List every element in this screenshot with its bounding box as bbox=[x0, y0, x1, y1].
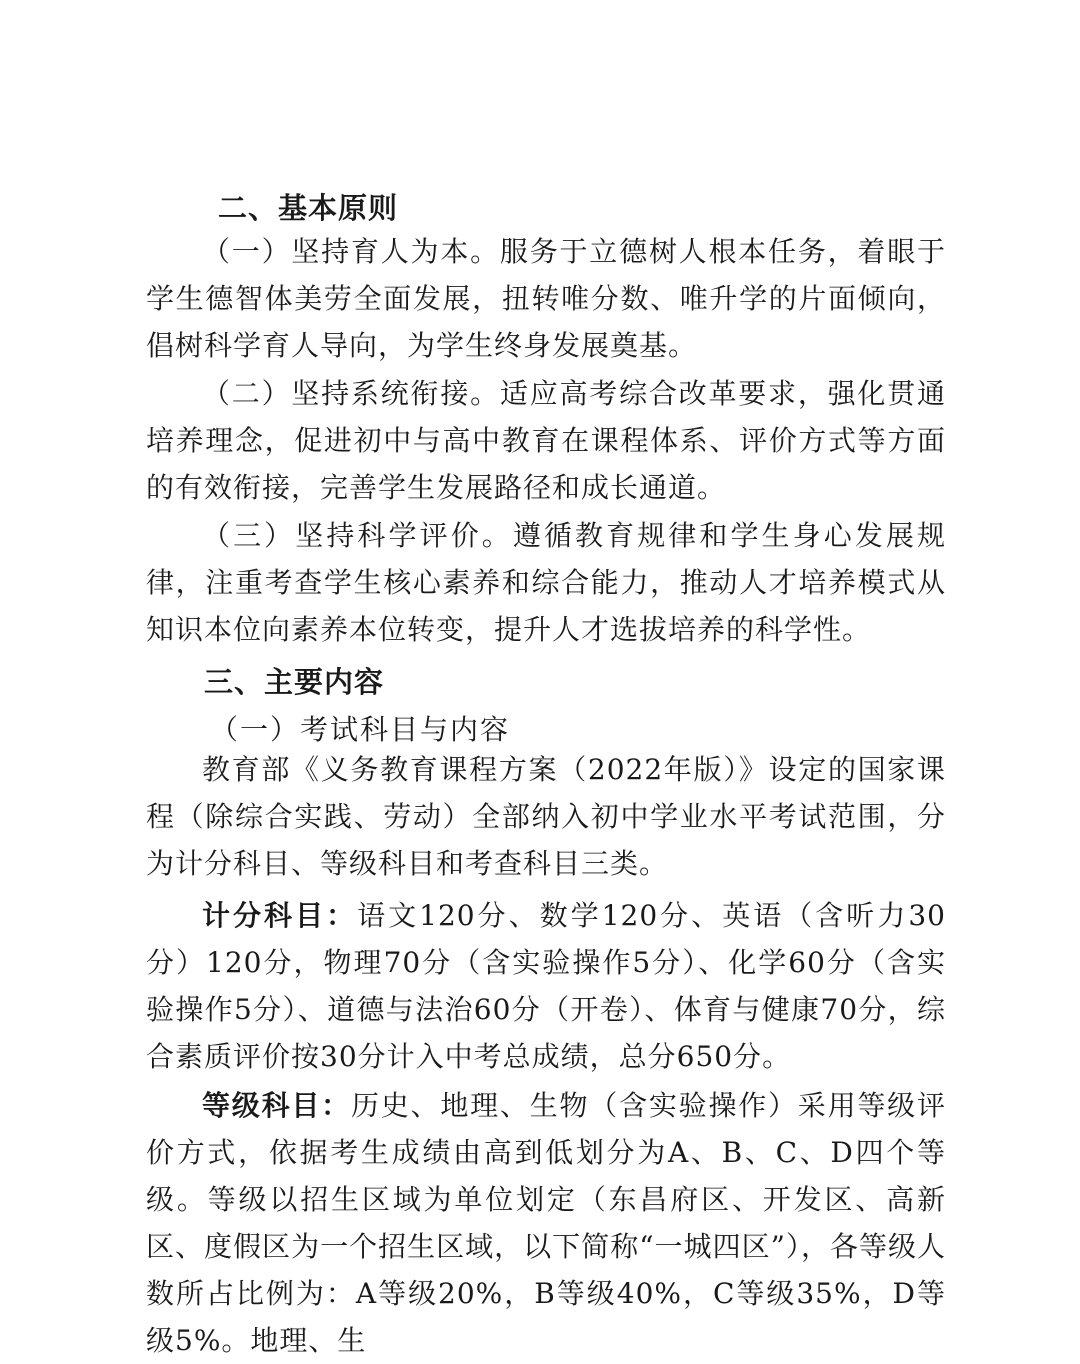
scored-subjects-paragraph bbox=[146, 892, 946, 1080]
section-heading-basic-principles: 二、基本原则 bbox=[218, 191, 399, 225]
section-heading-main-content: 三、主要内容 bbox=[204, 665, 385, 699]
principle-paragraph-2: （二）坚持系统衔接。适应高考综合改革要求，强化贯通培养理念，促进初中与高中教育在课程体系、评价方式等方面的有效衔接，完善学生发展路径和成长通道。 bbox=[146, 377, 946, 504]
scored-subjects-label: 计分科目： bbox=[202, 899, 358, 932]
intro-paragraph: 教育部《义务教育课程方案（2022年版）》设定的国家课程（除综合实践、劳动）全部纳入初中学业水平考试范围，分为计分科目、等级科目和考查科目三类。 bbox=[146, 753, 946, 880]
sub-heading-subjects: （一）考试科目与内容 bbox=[210, 713, 511, 746]
principle-paragraph-3: （三）坚持科学评价。遵循教育规律和学生身心发展规律，注重考查学生核心素养和综合能力，推动人才培养模式从知识本位向素养本位转变，提升人才选拔培养的科学性。 bbox=[146, 519, 946, 646]
principle-paragraph-1: （一）坚持育人为本。服务于立德树人根本任务，着眼于学生德智体美劳全面发展，扭转唯分数、唯升学的片面倾向，倡树科学育人导向，为学生终身发展奠基。 bbox=[146, 235, 946, 362]
scored-subjects-text: 语文120分、数学120分、英语（含听力30分）120分，物理70分（含实验操作5分）、化学60分（含实验操作5分）、道德与法治60分（开卷）、体育与健康70分，综合素质评价按30分计入中考总成绩，总分650分。 bbox=[146, 899, 946, 1073]
graded-subjects-paragraph bbox=[146, 1082, 946, 1364]
graded-subjects-text: 历史、地理、生物（含实验操作）采用等级评价方式，依据考生成绩由高到低划分为A、B、C、D四个等级。等级以招生区域为单位划定（东昌府区、开发区、高新区、度假区为一个招生区域，以下简称“一城四区”），各等级人数所占比例为：A等级20%，B等级40%，C等级35%，D等级5%。地理、生 bbox=[146, 1089, 946, 1357]
graded-subjects-label: 等级科目： bbox=[202, 1089, 351, 1122]
